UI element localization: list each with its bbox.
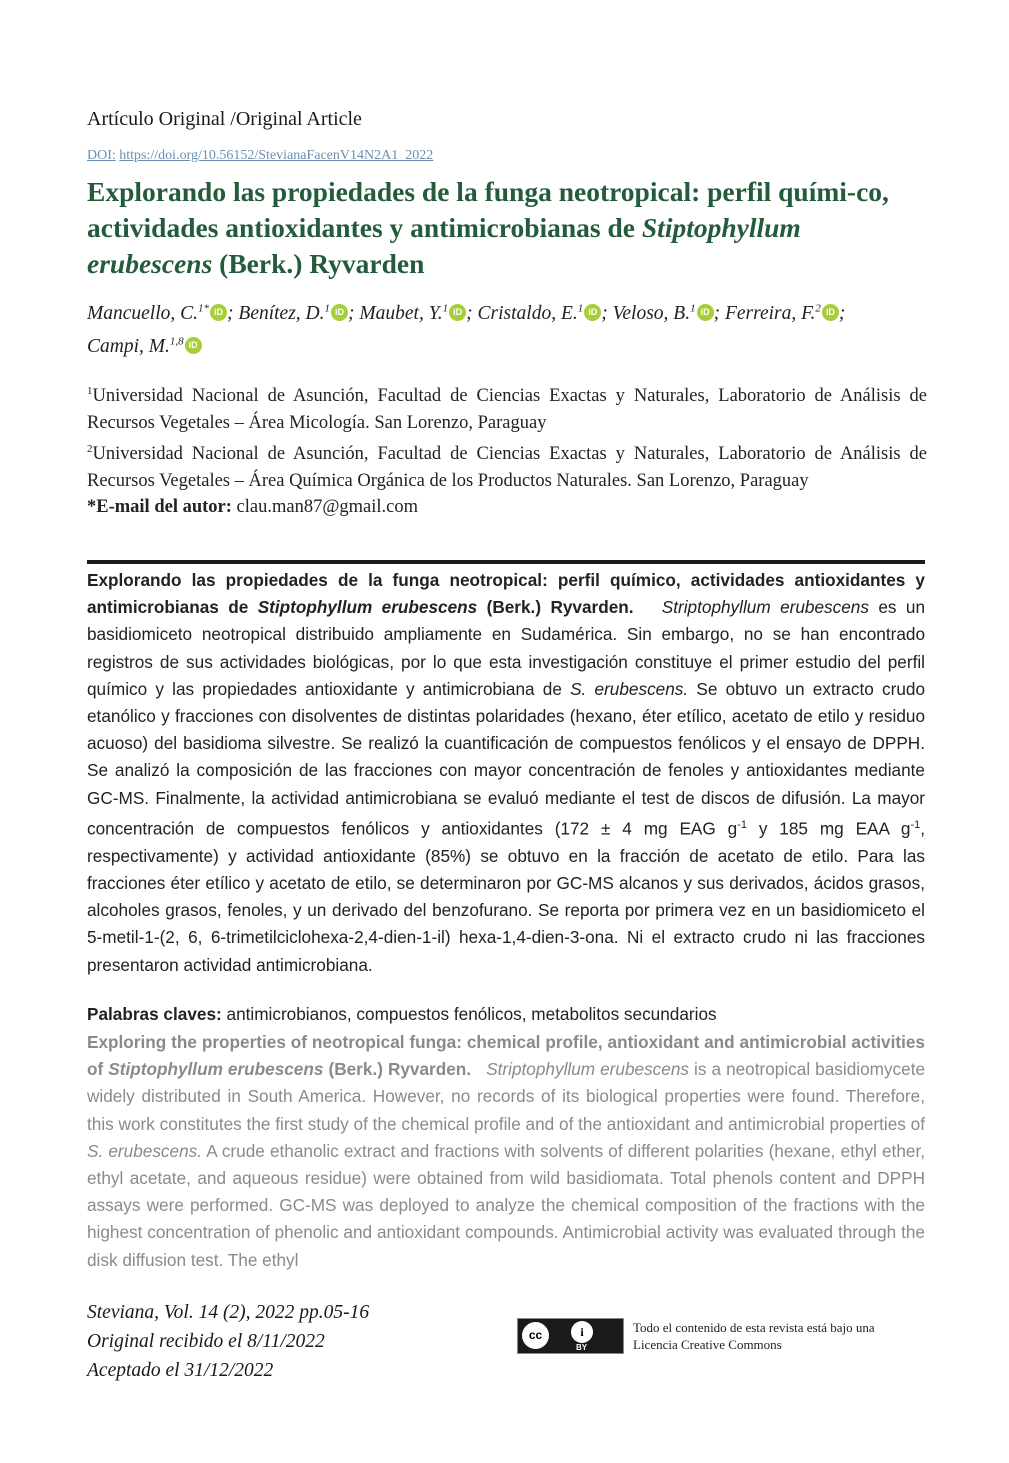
abstract-es-lead-species: Striptophyllum erubescens [661,597,869,618]
doi-line [87,148,433,164]
author-affiliation-sup: 1 [690,302,696,314]
abstract-es-body-4: , respectivamente) y actividad antioxidante (85%) se obtuvo en la fracción de acetato de etilo. Para las fracciones éter etílico y acetato de etilo, se determinaron por GC-MS alcanos y sus derivados, ácidos grasos, alcoholes grasos, fenoles, y un derivado del benzofurano. Se reporta por primera vez en un basidiomiceto el 5-metil-1-(2, 6, 6-trimetilciclohexa-2,4-dien-1-il) hexa-1,4-dien-3-ona. Ni el extracto crudo ni las fracciones presentaron actividad antimicrobiana. [87,818,925,975]
license-line-2[interactable]: Licencia Creative Commons [633,1337,782,1352]
received-date: Original recibido el 8/11/2022 [87,1331,325,1352]
orcid-icon[interactable]: iD [584,304,601,321]
cc-by-label: BY [576,1343,588,1352]
author-separator: ; [838,302,846,324]
accepted-date: Aceptado el 31/12/2022 [87,1360,274,1381]
author-name: Cristaldo, E. [477,302,578,324]
abstract-es-abbr-species: S. erubescens. [570,678,689,699]
abstract-en-abbr-species: S. erubescens. [87,1140,202,1161]
article-title [87,174,927,282]
keywords-label: Palabras claves: [87,1004,222,1024]
title-tail: (Berk.) Ryvarden [219,248,425,279]
journal-citation: Steviana, Vol. 14 (2), 2022 pp.05-16 [87,1302,370,1323]
author [613,303,725,324]
author-separator: ; [713,302,725,324]
author-affiliation-sup: 1 [324,302,331,314]
title-species: Stiptophyllum erubescens [87,212,801,279]
abstract-en-title-species: Stiptophyllum erubescens [108,1059,324,1080]
author [478,303,613,324]
section-divider [87,560,925,564]
author-affiliation-sup: 1,8 [169,335,184,348]
author-separator: ; [348,302,360,324]
abstract-spanish [87,567,925,979]
author [725,303,845,324]
keywords-value: antimicrobianos, compuestos fenólicos, metabolitos secundarios [226,1004,717,1024]
affiliation-sup: 2 [87,443,93,456]
attribution-icon: i [571,1321,593,1343]
orcid-icon[interactable]: iD [210,304,227,321]
creative-commons-badge[interactable] [517,1318,624,1354]
abstract-es-sup-1: -1 [737,818,747,831]
doi-label-link[interactable]: DOI: [87,148,116,163]
orcid-icon[interactable]: iD [697,304,714,321]
title-main: Explorando las propiedades de la funga neotropical: perfil quími-co, actividades antioxidantes y antimicrobianas de [87,176,889,243]
abstract-en-title-b: (Berk.) Ryvarden. [328,1059,472,1080]
journal-footer [87,1298,369,1385]
author [238,303,359,324]
abstract-es-title-species: Stiptophyllum erubescens [257,597,478,618]
author [87,336,202,357]
abstract-es-title-a: Explorando las propiedades de la funga neotropical: perfil químico, actividades antioxidantes y antimicrobianas de [87,570,925,618]
cc-icon: cc [522,1322,549,1349]
orcid-icon[interactable]: iD [185,337,202,354]
abstract-es-body-2: Se obtuvo un extracto crudo etanólico y fracciones con disolventes de distintas polaridades (hexano, éter etílico, acetato de etilo y residuo acuoso) del basidioma silvestre. Se realizó la cuantificación de compuestos fenólicos y el ensayo de DPPH. Se analizó la composición de las fracciones con mayor concentración de fenoles y antioxidantes mediante GC-MS. Finalmente, la actividad antimicrobiana se evaluó mediante el test de discos de difusión. La mayor concentración de compuestos fenólicos y antioxidantes (172 ± 4 mg EAG g [87,678,926,839]
orcid-icon[interactable]: iD [449,304,466,321]
abstract-es-sup-2: -1 [910,818,921,831]
affiliation-1 [87,378,927,436]
author-separator: ; [227,302,239,324]
author-name: Ferreira, F. [724,302,816,324]
email-value[interactable]: clau.man87@gmail.com [236,497,418,518]
affiliation-text: Universidad Nacional de Asunción, Facultad de Ciencias Exactas y Naturales, Laboratorio de Análisis de Recursos Vegetales – Área Micología. San Lorenzo, Paraguay [87,386,927,433]
author-separator: ; [601,302,613,324]
author-name: Mancuello, C. [87,302,199,324]
abstract-english [87,1029,925,1297]
email-label: *E-mail del autor: [87,497,232,518]
affiliation-sup: 1 [87,385,93,397]
author-name: Maubet, Y. [359,302,443,324]
license-note [633,1319,875,1353]
abstract-es-body-1: es un basidiomiceto neotropical distribuido ampliamente en Sudamérica. Sin embargo, no se han encontrado registros de sus actividades biológicas, por lo que esta investigación constituye el primer estudio del perfil químico y las propiedades antioxidante y antimicrobiana de [87,597,925,699]
abstract-es-title-b: (Berk.) Ryvarden. [486,597,634,618]
abstract-en-title-a: Exploring the properties of neotropical funga: chemical profile, antioxidant and antimicrobial activities of [87,1032,925,1080]
author-separator: ; [466,302,478,324]
author-list [87,294,927,361]
author-affiliation-sup: 2 [815,302,821,314]
abstract-es-body-3: y 185 mg EAA g [746,818,911,839]
author [87,303,238,324]
abstract-en-body-2: A crude ethanolic extract and fractions with solvents of different polarities (hexane, ethyl ether, ethyl acetate, and aqueous residue) were obtained from wild basidiomata. Total phenols content and DPPH assays were performed. GC-MS was deployed to analyze the chemical composition of the fractions with the highest concentration of phenolic and antioxidant compounds. Antimicrobial activity was evaluated through the disk diffusion test. The ethyl [87,1140,925,1270]
affiliations [87,378,927,521]
affiliation-text: Universidad Nacional de Asunción, Facultad de Ciencias Exactas y Naturales, Laboratorio de Análisis de Recursos Vegetales – Área Química Orgánica de los Productos Naturales. San Lorenzo, Paraguay [87,444,927,491]
author-affiliation-sup: 1 [577,302,584,314]
doi-link[interactable]: https://doi.org/10.56152/StevianaFacenV14N2A1_2022 [119,148,434,163]
author-affiliation-sup: 1* [198,302,210,314]
author-email [87,494,927,521]
affiliation-2 [87,436,927,494]
author-name: Veloso, B. [612,302,691,324]
author-name: Campi, M. [87,336,170,357]
abstract-en-body-1: is a neotropical basidiomycete widely distributed in South America. However, no records of its biological properties were found. Therefore, this work constitutes the first study of the chemical profile and of the antioxidant and antimicrobial properties of [87,1059,925,1134]
abstract-en-lead-species: Striptophyllum erubescens [486,1059,689,1080]
license-line-1: Todo el contenido de esta revista está bajo una [633,1320,875,1335]
author [359,303,477,324]
orcid-icon[interactable]: iD [822,304,839,321]
keywords [87,1001,925,1028]
author-name: Benítez, D. [238,302,325,324]
article-type: Artículo Original /Original Article [87,108,362,130]
orcid-icon[interactable]: iD [331,304,348,321]
author-affiliation-sup: 1 [442,302,449,314]
